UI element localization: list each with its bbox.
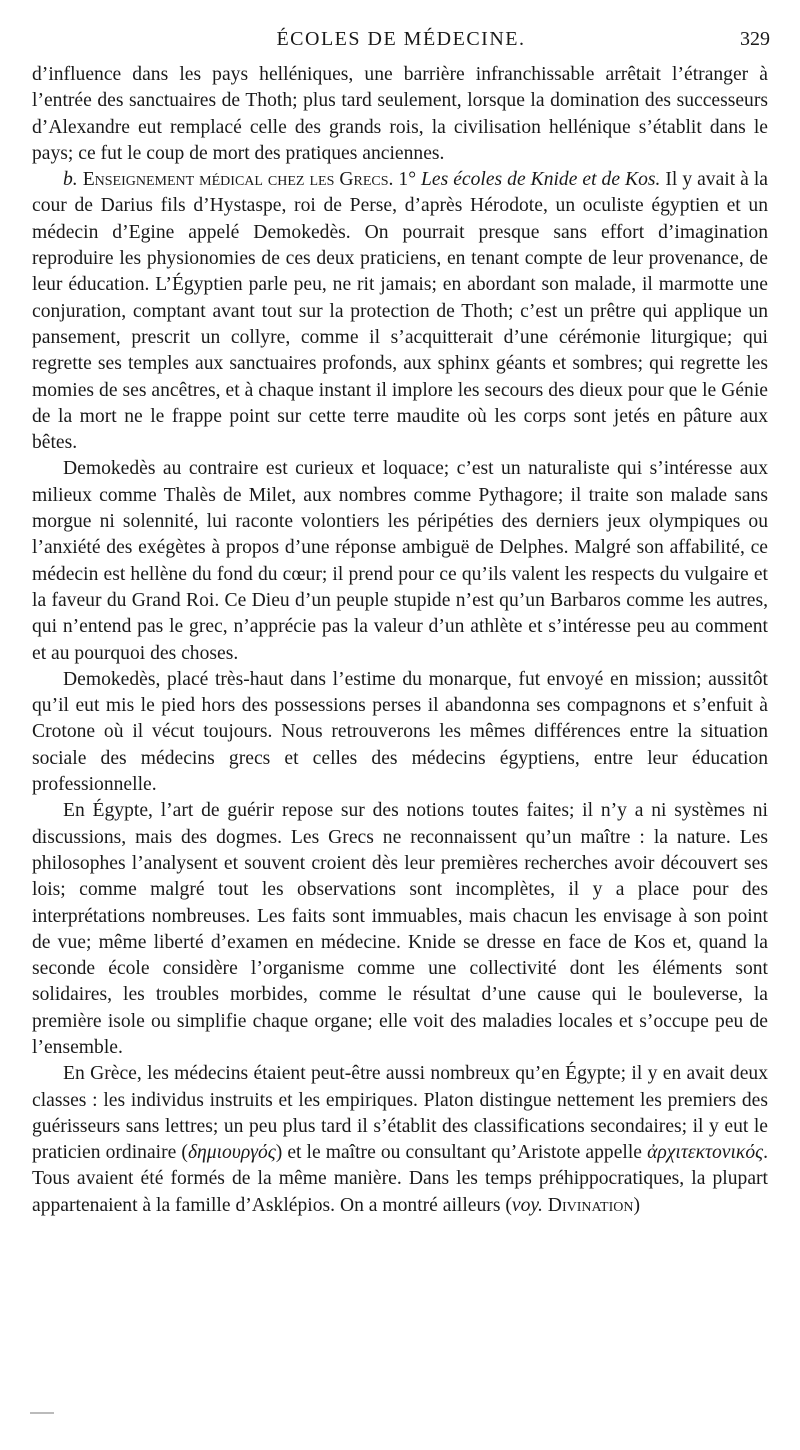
paragraph-6-end: ) [633, 1194, 641, 1216]
paragraph-6-part-c: . Tous avaient été formés de la même manière. Dans les temps préhippocratiques, la plupart appartenaient à la famille d’Asklépios. On a montré ailleurs ( [32, 1142, 768, 1216]
subsection-number: 1° [398, 169, 417, 191]
body-text [32, 62, 768, 1219]
ink-smudge [30, 1412, 54, 1414]
cross-ref-divination: Divination [547, 1194, 634, 1216]
running-title: ÉCOLES DE MÉDECINE. [276, 28, 526, 50]
paragraph-6-part-b: ) et le maître ou consultant qu’Aristote appelle [275, 1142, 648, 1164]
paragraph-6-part-a: En Grèce, les médecins étaient peut-être aussi nombreux qu’en Égypte; il y en avait deux classes : les individus instruits et les empiriques. Platon distingue nettement les premiers des guérisseurs sans lettres; un peu plus tard il s’établit des classifications secondaires; il y eut le praticien ordinaire ( [32, 1063, 768, 1164]
paragraph-2-text: Il y avait à la cour de Darius fils d’Hystaspe, roi de Perse, d’après Hérodote, un oculiste égyptien et un médecin d’Egine appelé Demokedès. On pourrait presque sans effort d’imagination reproduire les physionomies de ces deux praticiens, en tenant compte de leur provenance, de leur éducation. L’Égyptien parle peu, ne rit jamais; en abordant son malade, il marmotte une conjuration, comptant avant tout sur la protection de Thoth; c’est un prêtre qui applique un pansement, prescrit un collyre, comme il s’acquitterait d’une cérémonie liturgique; qui regrette ses temples aux sanctuaires profonds, aux sphinx géants et sombres; qui regrette les momies de ses ancêtres, et à chaque instant il implore les secours des dieux pour que le Génie de la mort ne le frappe point sur cette terre maudite où les corps sont jetés en pâture aux bêtes. [32, 169, 768, 454]
paragraph-5: En Égypte, l’art de guérir repose sur des notions toutes faites; il n’y a ni systèmes ni discussions, mais des dogmes. Les Grecs ne reconnaissent qu’un maître : la nature. Les philosophes l’analysent et souvent croient dès leur premières recherches avoir découvert ses lois; comme malgré tout les observations sont incomplètes, il y a place pour des interprétations nombreuses. Les faits sont immuables, mais chacun les envisage à son point de vue; même liberté d’examen en médecine. Knide se dresse en face de Kos et, quand la seconde école considère l’organisme comme une collectivité dont les éléments sont solidaires, les troubles morbides, comme le résultat d’une cause qui le bouleverse, la première isole ou simplifie chaque organe; elle voit des maladies locales et s’occupe peu de l’ensemble. [32, 800, 768, 1058]
greek-term-demiourgos: δημιουργός [187, 1142, 276, 1164]
paragraph-1: d’influence dans les pays helléniques, une barrière infranchissable arrêtait l’étranger à l’entrée des sanctuaires de Thoth; plus tard seulement, lorsque la domination des successeurs d’Alexandre eut remplacé celle des grands rois, la civilisation hellénique s’établit dans le pays; ce fut le coup de mort des pratiques anciennes. [32, 64, 768, 164]
section-letter: b. [63, 169, 78, 191]
cross-ref-voy: voy. [511, 1194, 543, 1216]
paragraph-2 [32, 167, 768, 456]
page-header [32, 20, 770, 56]
paragraph-4: Demokedès, placé très-haut dans l’estime du monarque, fut envoyé en mission; aussitôt qu’il eut mis le pied hors des possessions perses il abandonna ses compagnons et s’enfuit à Crotone où il vécut toujours. Nous retrouverons les mêmes différences entre la situation sociale des médecins grecs et celles des médecins égyptiens, entre leur éducation professionnelle. [32, 668, 768, 796]
section-heading: Enseignement médical chez les Grecs. [82, 169, 394, 191]
greek-term-architektonikos: ἀρχιτεκτονικός [647, 1142, 764, 1164]
paragraph-6 [32, 1061, 768, 1219]
page-number: 329 [740, 28, 770, 50]
subsection-title: Les écoles de Knide et de Kos. [421, 169, 661, 191]
paragraph-3: Demokedès au contraire est curieux et loquace; c’est un naturaliste qui s’intéresse aux milieux comme Thalès de Milet, aux nombres comme Pythagore; il traite son malade sans morgue ni solennité, lui raconte volontiers les péripéties des derniers jeux olympiques ou l’anxiété des exégètes à propos d’une réponse ambiguë de Delphes. Malgré son affabilité, ce médecin est hellène du fond du cœur; il prend pour ce qu’ils valent les respects du vulgaire et la faveur du Grand Roi. Ce Dieu d’un peuple stupide n’est qu’un Barbaros comme les autres, qui n’entend pas le grec, n’apprécie pas la valeur d’un athlète et s’intéresse peu au comment et au pourquoi des choses. [32, 458, 768, 664]
